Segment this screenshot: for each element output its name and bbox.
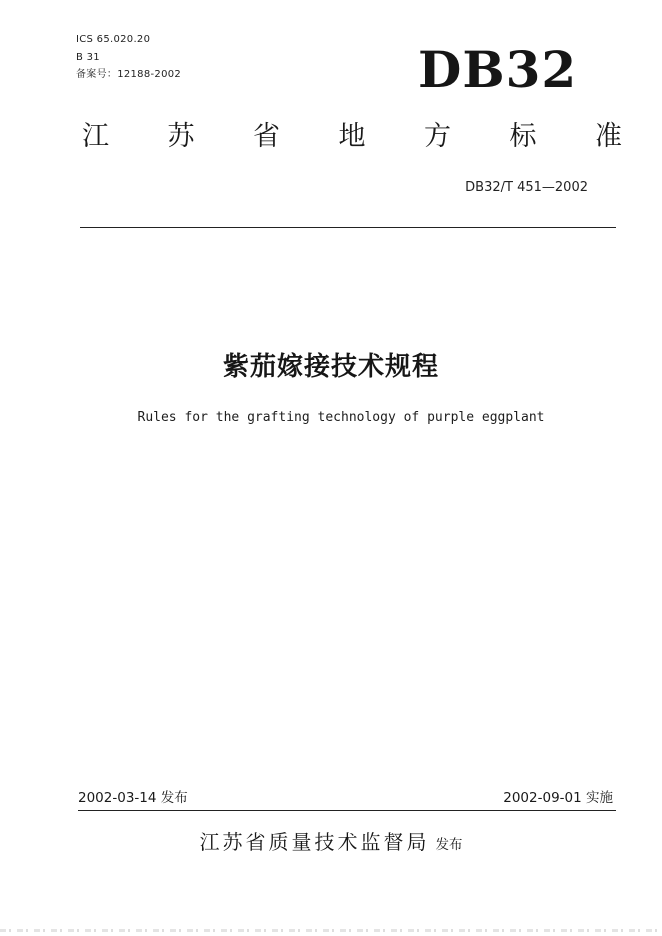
issuer-suffix: 发布 xyxy=(435,837,463,853)
standard-number: DB32/T 451—2002 xyxy=(465,180,588,195)
standard-type-char: 方 xyxy=(424,121,451,152)
footer-divider xyxy=(78,810,616,811)
document-title-en: Rules for the grafting technology of purple eggplant xyxy=(137,410,545,425)
standard-type-char: 省 xyxy=(253,121,280,152)
issuer-name: 江苏省质量技术监督局 xyxy=(199,830,430,854)
standard-type-char: 苏 xyxy=(167,121,195,152)
standard-type-char: 准 xyxy=(595,121,622,152)
standard-code-mark: DB32 xyxy=(418,40,578,99)
filing-number: 备案号：12188-2002 xyxy=(76,69,182,80)
document-title-zh: 紫茄嫁接技术规程 xyxy=(222,352,439,382)
issuer-line xyxy=(0,828,662,859)
standard-type-char: 标 xyxy=(509,121,537,152)
classification-code: B 31 xyxy=(76,52,100,63)
issue-date: 2002-03-14 发布 xyxy=(78,790,188,806)
scan-edge-artifact xyxy=(0,929,662,932)
standard-type-char: 江 xyxy=(82,121,109,152)
standard-type-char: 地 xyxy=(338,121,366,152)
standard-type-heading xyxy=(82,119,622,155)
implementation-date: 2002-09-01 实施 xyxy=(503,790,613,806)
header-divider xyxy=(80,227,616,228)
ics-code: ICS 65.020.20 xyxy=(76,34,151,45)
